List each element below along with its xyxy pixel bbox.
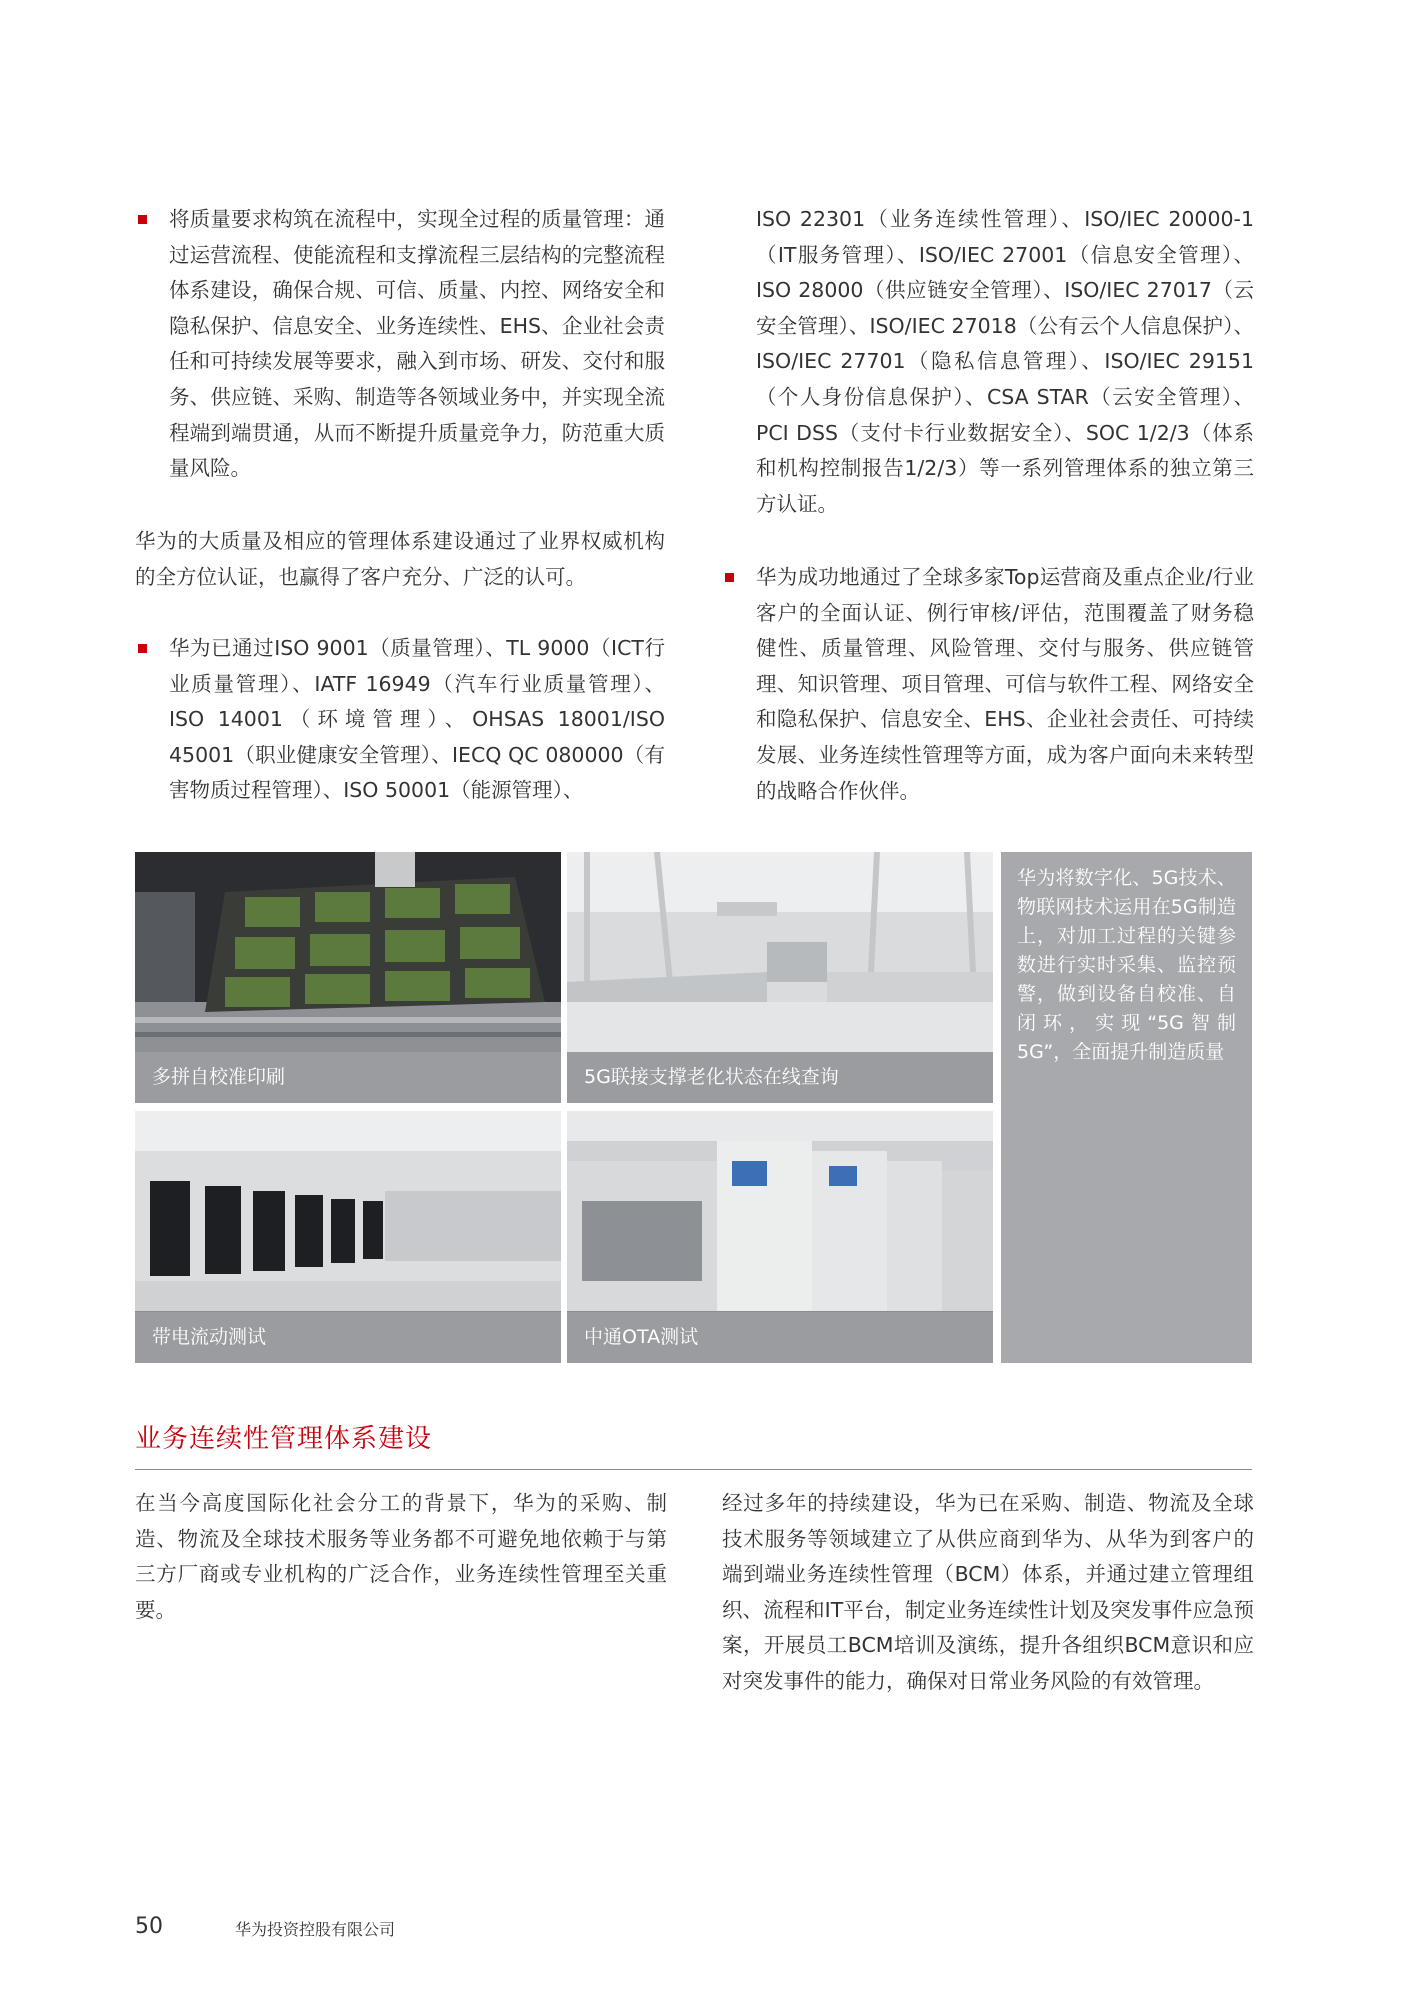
photo-caption: 中通OTA测试 xyxy=(567,1312,993,1363)
flow-test-image xyxy=(135,1111,561,1311)
aging-line-image xyxy=(567,852,993,1052)
section-right-paragraph xyxy=(722,1486,1254,1700)
paragraph-text: 华为的大质量及相应的管理体系建设通过了业界权威机构的全方位认证，也赢得了客户充分、广泛的认可。 xyxy=(135,529,665,589)
ota-test-image xyxy=(567,1111,993,1311)
photo-caption: 带电流动测试 xyxy=(135,1312,561,1363)
pcb-printing-image xyxy=(135,852,561,1052)
left-column xyxy=(135,202,665,487)
left-column-certifications xyxy=(135,631,665,809)
photo-caption: 5G联接支撑老化状态在线查询 xyxy=(567,1052,993,1103)
bullet-square-icon xyxy=(725,573,734,582)
side-note-text: 华为将数字化、5G技术、物联网技术运用在5G制造上，对加工过程的关键参数进行实时采集、监控预警，做到设备自校准、自闭环，实现“5G智制5G”，全面提升制造质量 xyxy=(1017,867,1236,1063)
photo-ota-test xyxy=(567,1111,993,1363)
right-column-continuation xyxy=(722,202,1254,522)
bullet-square-icon xyxy=(138,644,147,653)
photo-pcb-printing xyxy=(135,852,561,1103)
photo-powered-flow-test xyxy=(135,1111,561,1363)
section-left-paragraph xyxy=(135,1486,667,1628)
bullet-item-certifications xyxy=(135,631,665,809)
right-column-customers xyxy=(722,560,1254,809)
bullet-item-customer-audits xyxy=(722,560,1254,809)
photo-5g-aging-line xyxy=(567,852,993,1103)
page-number: 50 xyxy=(135,1914,163,1939)
certification-intro-paragraph xyxy=(135,524,665,595)
paragraph-text: 经过多年的持续建设，华为已在采购、制造、物流及全球技术服务等领域建立了从供应商到华为、从华为到客户的端到端业务连续性管理（BCM）体系，并通过建立管理组织、流程和IT平台，制定业务连续性计划及突发事件应急预案，开展员工BCM培训及演练，提升各组织BCM意识和应对突发事件的能力，确保对日常业务风险的有效管理。 xyxy=(722,1491,1254,1693)
footer-company-name: 华为投资控股有限公司 xyxy=(235,1920,396,1939)
bullet-item-process-quality xyxy=(135,202,665,487)
bullet-text: 将质量要求构筑在流程中，实现全过程的质量管理：通过运营流程、使能流程和支撑流程三层结构的完整流程体系建设，确保合规、可信、质量、内控、网络安全和隐私保护、信息安全、业务连续性、EHS、企业社会责任和可持续发展等要求，融入到市场、研发、交付和服务、供应链、采购、制造等各领域业务中，并实现全流程端到端贯通，从而不断提升质量竞争力，防范重大质量风险。 xyxy=(169,207,665,481)
bullet-square-icon xyxy=(138,215,147,224)
paragraph-text: 在当今高度国际化社会分工的背景下，华为的采购、制造、物流及全球技术服务等业务都不可避免地依赖于与第三方厂商或专业机构的广泛合作，业务连续性管理至关重要。 xyxy=(135,1491,667,1622)
side-note-5g-manufacturing xyxy=(1001,852,1252,1363)
certifications-continuation: ISO 22301（业务连续性管理）、ISO/IEC 20000-1（IT服务管理）、ISO/IEC 27001（信息安全管理）、ISO 28000（供应链安全管理）、ISO/IEC 27017（云安全管理）、ISO/IEC 27018（公有云个人信息保护）、ISO/IEC 27701（隐私信息管理）、ISO/IEC 29151（个人身份信息保护）、CSA STAR（云安全管理）、PCI DSS（支付卡行业数据安全）、SOC 1/2/3（体系和机构控制报告1/2/3）等一系列管理体系的独立第三方认证。 xyxy=(756,207,1254,516)
photo-caption: 多拼自校准印刷 xyxy=(135,1052,561,1103)
bullet-text: 华为成功地通过了全球多家Top运营商及重点企业/行业客户的全面认证、例行审核/评估，范围覆盖了财务稳健性、质量管理、风险管理、交付与服务、供应链管理、知识管理、项目管理、可信与软件工程、网络安全和隐私保护、信息安全、EHS、企业社会责任、可持续发展、业务连续性管理等方面，成为客户面向未来转型的战略合作伙伴。 xyxy=(756,565,1254,803)
bullet-text: 华为已通过ISO 9001（质量管理）、TL 9000（ICT行业质量管理）、IATF 16949（汽车行业质量管理）、ISO 14001（环境管理）、OHSAS 18001/ISO 45001（职业健康安全管理）、IECQ QC 080000（有害物质过程管理）、ISO 50001（能源管理）、 xyxy=(169,636,665,803)
section-divider xyxy=(135,1469,1252,1470)
section-title: 业务连续性管理体系建设 xyxy=(135,1424,433,1454)
